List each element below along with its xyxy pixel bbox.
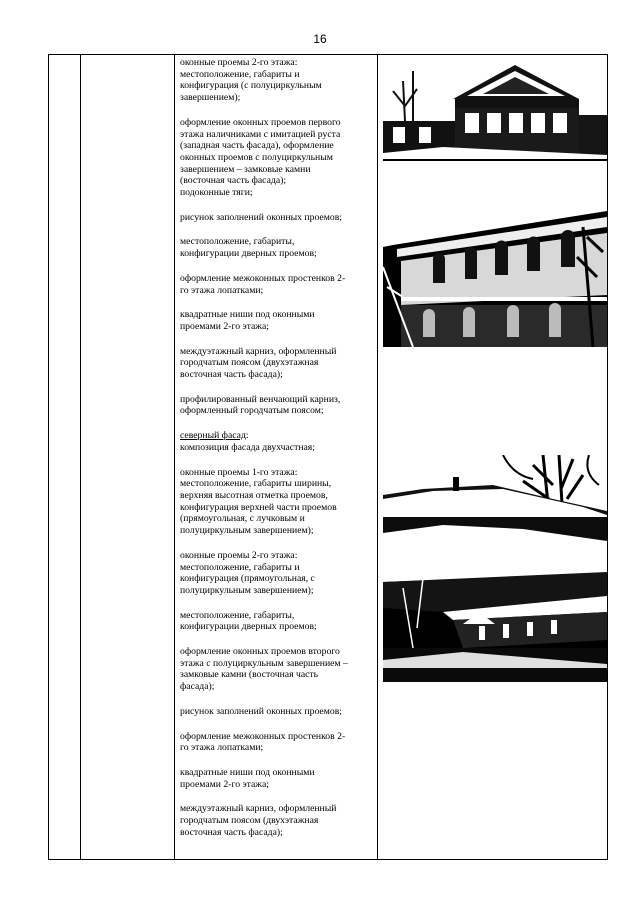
item-window-sills: подоконные тяги; [180,187,253,199]
item-window-fill-pattern-north: рисунок заполнений оконных проемов; [180,705,342,717]
building-photo-icon [383,455,607,552]
item-window-decor-floor1: оформление оконных проемов первого этажа наличниками с имитацией руста (западная часть фасада), оформление оконных проемов с полуциркульным завершением – замковые камни (восточная часть фасада); [180,116,341,187]
column-divider [377,55,378,859]
item-wall-pilasters: оформление межоконных простенков 2- го этажа лопатками; [180,272,346,296]
building-photo-icon [383,197,607,347]
section-heading: северный фасад [180,430,246,442]
column-divider [80,55,81,859]
item-windows-floor2-north: оконные проемы 2-го этажа: местоположение, габариты и конфигурация (прямоугольная, с полуциркульным завершением); [180,549,315,596]
item-facade-composition: композиция фасада двухчастная; [180,441,315,453]
photo-north-facade-roof-winter [383,568,607,682]
building-photo-icon [383,568,607,682]
photo-facade-pediment [383,61,607,161]
item-door-openings-north: местоположение, габариты, конфигурации дверных проемов; [180,609,317,633]
item-window-decor-floor2: оформление оконных проемов второго этажа с полуциркульным завершением – замковые камни (восточная часть фасада); [180,646,348,693]
item-interfloor-cornice: междуэтажный карниз, оформленный городчатым поясом (двухэтажная восточная часть фасада); [180,345,337,381]
page-number: 16 [313,32,327,46]
photo-north-facade-winter [383,455,607,552]
item-door-openings: местоположение, габариты, конфигурации дверных проемов; [180,236,317,260]
protected-elements-column [180,57,374,859]
building-photo-icon [383,61,607,161]
item-windows-floor1: оконные проемы 1-го этажа: местоположение, габариты ширины, верхняя высотная отметка проемов, конфигурация верхней части проемов (прямоугольная, с лучковым и полуциркульным завершением); [180,466,337,537]
item-wall-pilasters-north: оформление межоконных простенков 2- го этажа лопатками; [180,730,346,754]
column-divider [174,55,175,859]
item-square-niches-north: квадратные ниши под оконными проемами 2-го этажа; [180,766,315,790]
photo-facade-arched-windows [383,197,607,347]
item-square-niches: квадратные ниши под оконными проемами 2-го этажа; [180,309,315,332]
item-windows-floor2: оконные проемы 2-го этажа: местоположение, габариты и конфигурация (с полуциркульным завершением); [180,57,322,104]
item-interfloor-cornice-north: междуэтажный карниз, оформленный городчатым поясом (двухэтажная восточная часть фасада); [180,803,337,838]
section-north-facade: северный фасад: [180,430,249,442]
item-crowning-cornice: профилированный венчающий карниз, оформленный городчатым поясом; [180,393,341,417]
heritage-description-table [48,54,608,860]
item-window-fill-pattern: рисунок заполнений оконных проемов; [180,211,342,223]
